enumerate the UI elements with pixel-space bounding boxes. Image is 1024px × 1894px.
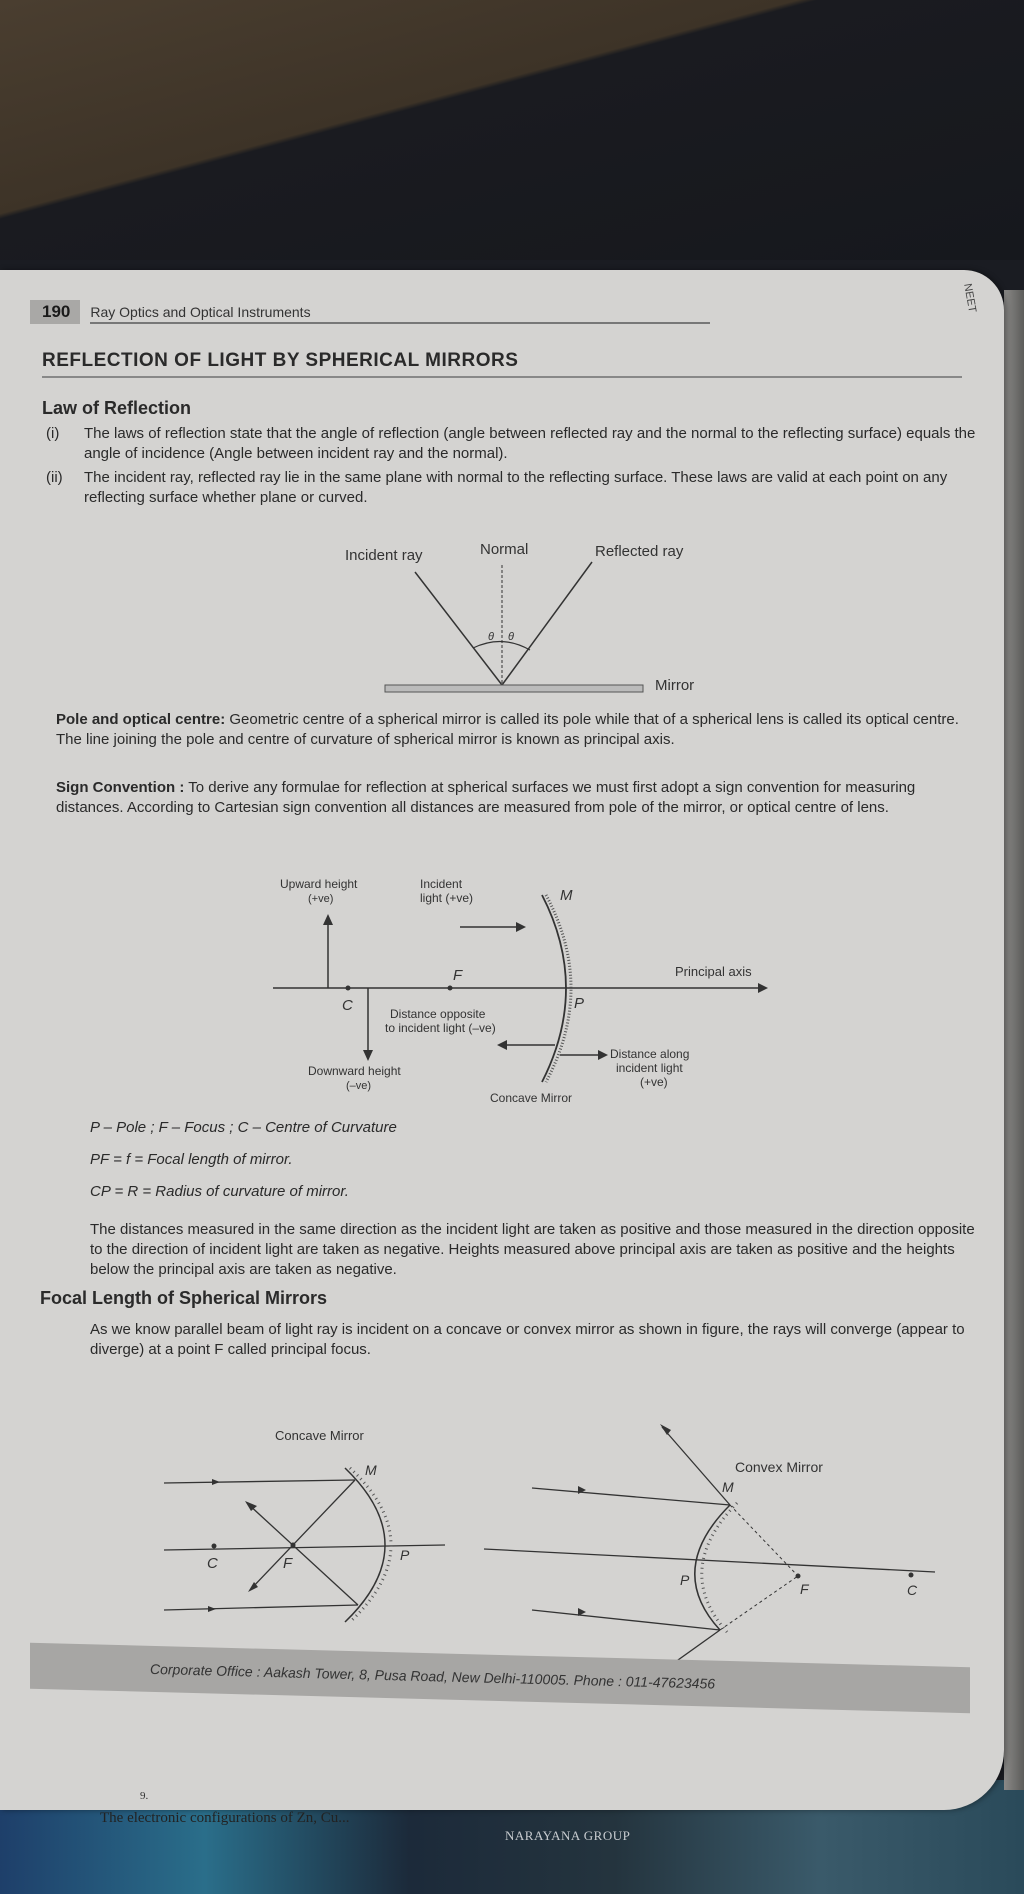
svg-text:Incident ray: Incident ray bbox=[345, 547, 423, 564]
sign-convention-paragraph: Sign Convention : To derive any formulae for reflection at spherical surfaces we must first adopt a sign convention for measuring distances. According to Cartesian sign convention all distances are measured from pole of the mirror, or optical centre of lens. bbox=[56, 779, 916, 816]
svg-text:P: P bbox=[400, 1547, 410, 1563]
law-item-2: (ii) The incident ray, reflected ray lie in the same plane with normal to the reflecting surface. These laws are valid at each point on any reflecting surface whether plane or curved. bbox=[46, 469, 948, 506]
svg-text:M: M bbox=[365, 1462, 377, 1478]
page-number: 190 bbox=[30, 300, 80, 324]
svg-text:θ: θ bbox=[508, 631, 514, 643]
brand-text: NARAYANA GROUP bbox=[505, 1828, 631, 1843]
svg-text:Concave Mirror: Concave Mirror bbox=[275, 1428, 364, 1443]
svg-text:F: F bbox=[800, 1581, 809, 1597]
convex-mirror-diagram bbox=[470, 1410, 970, 1690]
svg-text:Convex Mirror: Convex Mirror bbox=[735, 1459, 823, 1475]
reflection-diagram bbox=[330, 530, 750, 700]
law-item-1: (i) The laws of reflection state that the angle of reflection (angle between reflected ray and the normal to the reflecting surface) equals the angle of incidence (Angle between incident ray and the normal). bbox=[46, 425, 976, 462]
svg-text:Reflected ray: Reflected ray bbox=[595, 543, 684, 560]
page-header bbox=[30, 300, 710, 324]
svg-text:C: C bbox=[207, 1555, 218, 1572]
svg-text:Distance opposite: Distance opposite bbox=[390, 1007, 486, 1021]
pole-paragraph: Pole and optical centre: Geometric centre of a spherical mirror is called its pole while that of a spherical lens is called its optical centre. The line joining the pole and centre of curvature of spherical mirror is known as principal axis. bbox=[56, 711, 959, 748]
svg-text:C: C bbox=[907, 1582, 918, 1598]
svg-text:to incident light (–ve): to incident light (–ve) bbox=[385, 1021, 496, 1035]
svg-text:M: M bbox=[722, 1479, 734, 1495]
concave-mirror-diagram bbox=[150, 1410, 470, 1630]
svg-text:Concave Mirror: Concave Mirror bbox=[490, 1091, 573, 1105]
next-page-text: The electronic configurations of Zn, Cu... bbox=[100, 1810, 350, 1826]
running-head: Ray Optics and Optical Instruments bbox=[90, 304, 710, 324]
svg-text:θ: θ bbox=[488, 631, 494, 643]
svg-text:incident light: incident light bbox=[616, 1061, 683, 1075]
svg-text:M: M bbox=[560, 887, 573, 904]
svg-text:(+ve): (+ve) bbox=[640, 1075, 668, 1089]
svg-text:P: P bbox=[680, 1572, 690, 1588]
page-edge bbox=[1004, 290, 1024, 1790]
textbook-page bbox=[0, 270, 1004, 1810]
svg-text:(–ve): (–ve) bbox=[346, 1080, 372, 1092]
sign-convention-diagram bbox=[260, 870, 800, 1110]
svg-text:light (+ve): light (+ve) bbox=[420, 891, 474, 905]
law-heading: Law of Reflection bbox=[42, 398, 192, 418]
svg-text:F: F bbox=[283, 1555, 293, 1572]
svg-text:Distance along: Distance along bbox=[610, 1047, 690, 1061]
svg-text:Mirror: Mirror bbox=[655, 677, 695, 694]
svg-text:(+ve): (+ve) bbox=[308, 893, 334, 905]
svg-text:Incident: Incident bbox=[420, 877, 463, 891]
distance-rule-paragraph: The distances measured in the same direction as the incident light are taken as positive and those measured in the direction opposite to the direction of incident light are taken as negative. Heights measured above principal axis are taken as positive and the heights below the principal axis are taken as negative. bbox=[90, 1221, 975, 1278]
svg-text:C: C bbox=[342, 997, 353, 1014]
svg-text:F: F bbox=[453, 967, 463, 984]
corner-tag: NEET bbox=[960, 282, 978, 314]
definition-2: PF = f = Focal length of mirror. bbox=[90, 1151, 293, 1168]
section-title: REFLECTION OF LIGHT BY SPHERICAL MIRRORS bbox=[42, 350, 962, 378]
svg-text:Upward height: Upward height bbox=[280, 877, 358, 891]
svg-text:Normal: Normal bbox=[480, 541, 529, 558]
svg-text:Principal axis: Principal axis bbox=[675, 964, 752, 979]
footer-address-band: Corporate Office : Aakash Tower, 8, Pusa Road, New Delhi-110005. Phone : 011-47623456 bbox=[30, 1643, 970, 1714]
next-page-question-number: 9. bbox=[140, 1790, 149, 1802]
focal-length-paragraph: As we know parallel beam of light ray is incident on a concave or convex mirror as shown in figure, the rays will converge (appear to diverge) at a point F called principal focus. bbox=[90, 1321, 965, 1358]
definition-3: CP = R = Radius of curvature of mirror. bbox=[90, 1183, 349, 1200]
svg-text:Downward height: Downward height bbox=[308, 1064, 401, 1078]
svg-text:P: P bbox=[574, 995, 585, 1012]
background-cloth bbox=[0, 0, 1024, 260]
focal-length-heading: Focal Length of Spherical Mirrors bbox=[40, 1288, 328, 1308]
definition-1: P – Pole ; F – Focus ; C – Centre of Curvature bbox=[90, 1119, 397, 1136]
